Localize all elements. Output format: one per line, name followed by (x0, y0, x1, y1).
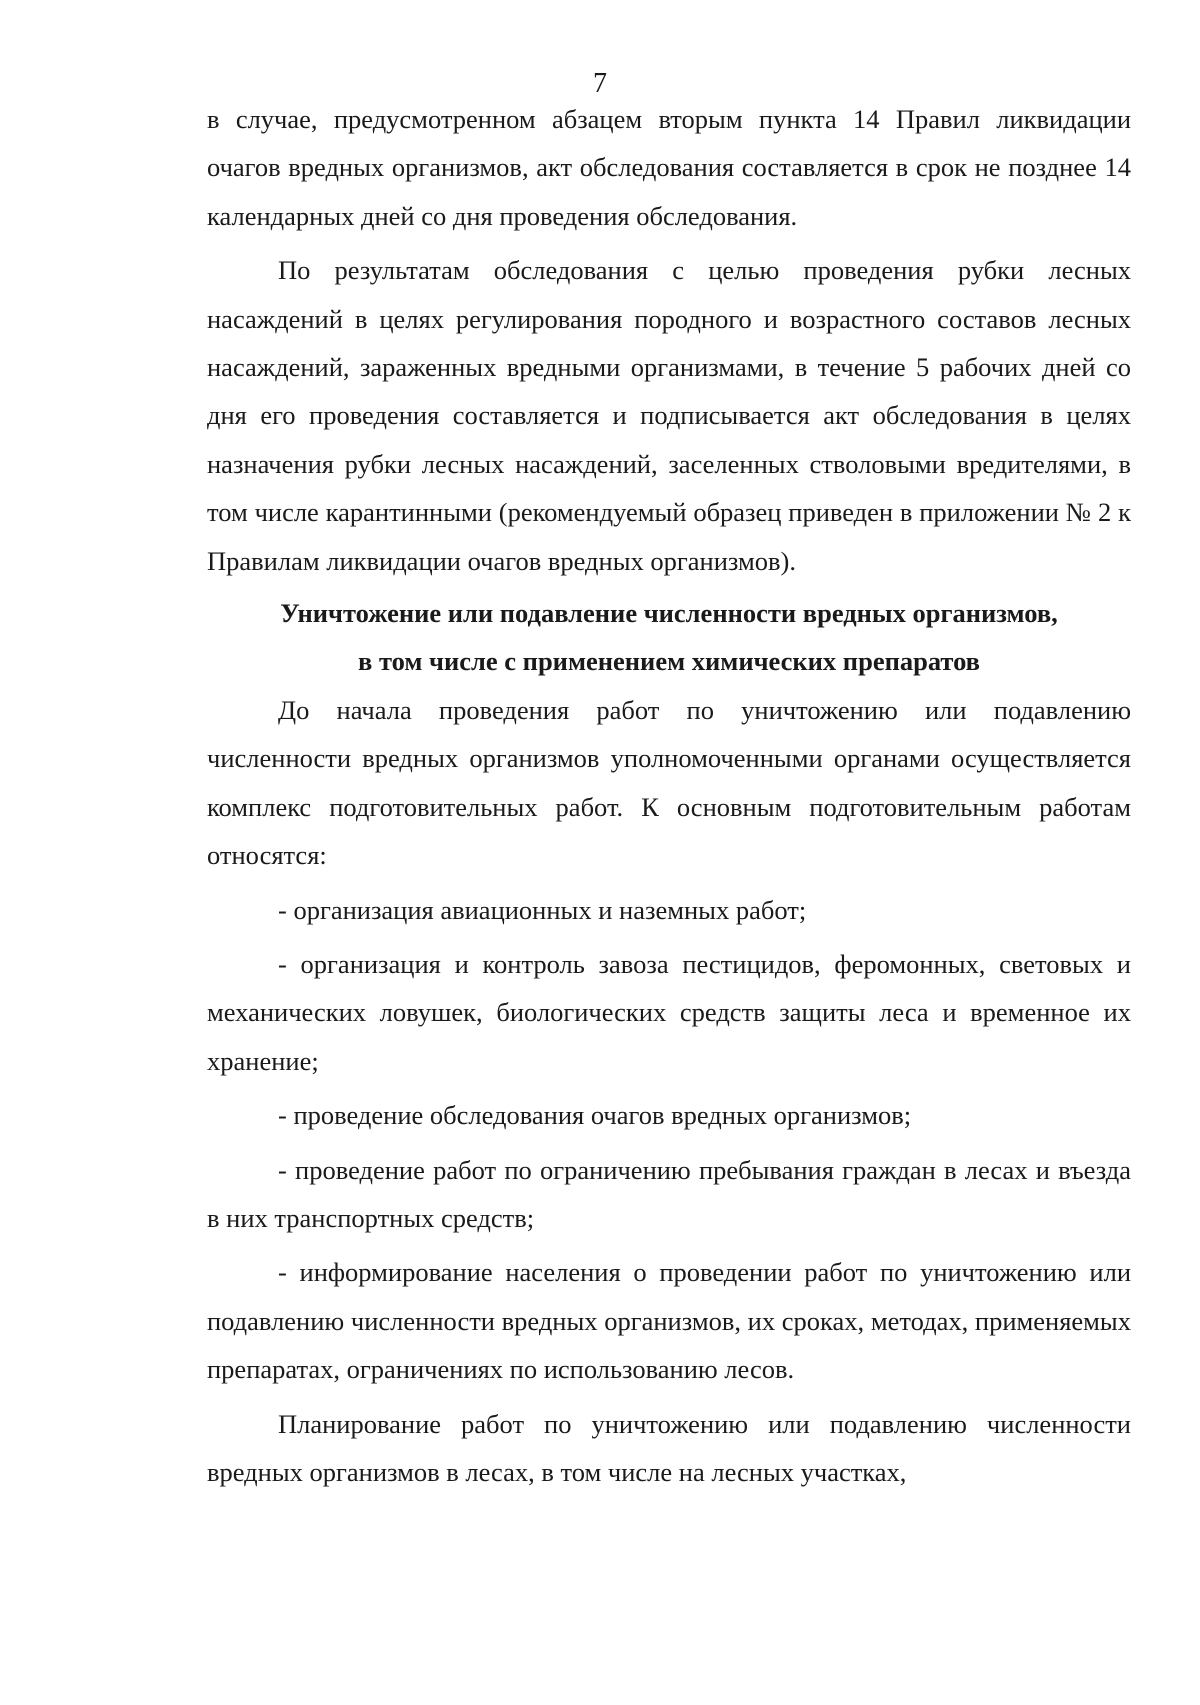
section-heading-line-2: в том числе с применением химических препаратов (358, 646, 980, 677)
list-item-aviation: - организация авиационных и наземных работ; (278, 894, 807, 925)
document-body (207, 95, 1131, 1496)
list-item-pesticides: - организация и контроль завоза пестицидов, феромонных, световых и механических ловушек, биологических средств защиты леса и временное их хранение; (207, 948, 1131, 1076)
list-item-informing: - информирование населения о проведении работ по уничтожению или подавлению численности вредных организмов, их сроках, методах, применяемых препаратах, ограничениях по использованию лесов. (207, 1257, 1131, 1385)
paragraph-planning: Планирование работ по уничтожению или подавлению численности вредных организмов в лесах, в том числе на лесных участках, (207, 1408, 1131, 1487)
page-number: 7 (593, 68, 607, 99)
section-heading-line-1: Уничтожение или подавление численности вредных организмов, (280, 598, 1058, 629)
section-heading (207, 589, 1131, 686)
paragraph-survey-results: По результатам обследования с целью проведения рубки лесных насаждений в целях регулирования породного и возрастного составов лесных насаждений, зараженных вредными организмами, в течение 5 рабочих дней со дня его проведения составляется и подписывается акт обследования в целях назначения рубки лесных насаждений, заселенных стволовыми вредителями, в том числе карантинными (рекомендуемый образец приведен в приложении № 2 к Правилам ликвидации очагов вредных организмов). (207, 255, 1131, 576)
paragraph-continuation: в случае, предусмотренном абзацем вторым пункта 14 Правил ликвидации очагов вредных организмов, акт обследования составляется в срок не позднее 14 календарных дней со дня проведения обследования. (207, 104, 1131, 231)
paragraph-preparatory-works: До начала проведения работ по уничтожению или подавлению численности вредных организмов уполномоченными органами осуществляется комплекс подготовительных работ. К основным подготовительным работам относятся: (207, 694, 1131, 871)
list-item-restriction: - проведение работ по ограничению пребывания граждан в лесах и въезда в них транспортных средств; (207, 1154, 1131, 1233)
list-item-survey: - проведение обследования очагов вредных организмов; (278, 1100, 912, 1131)
